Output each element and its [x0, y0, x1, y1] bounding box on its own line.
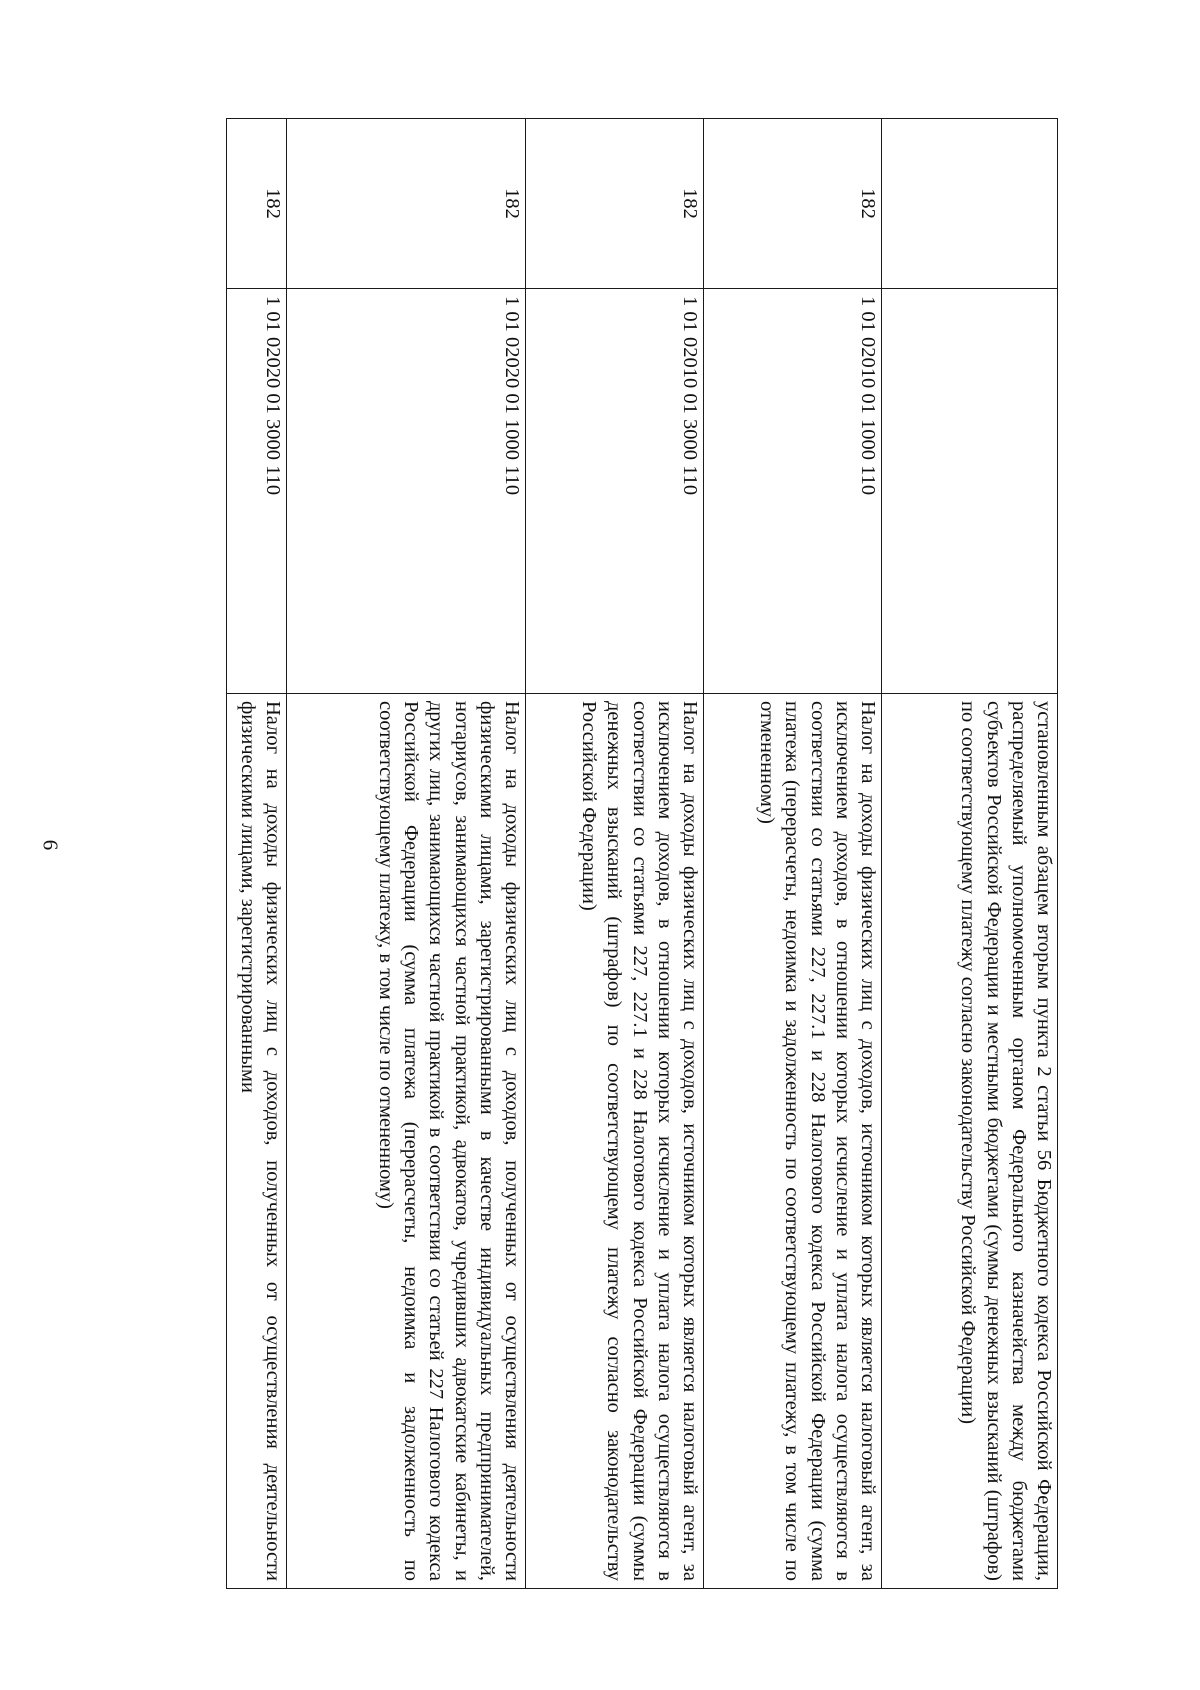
- income-name-cell: Налог на доходы физических лиц с доходов, полученных от осуществления деятельности физическими лицами, зарегистрированными в качестве индивидуальных предпринимателей, нотариусов, занимающихся частной практикой, адвокатов, учредивших адвокатские кабинеты, и других лиц, занимающихся частной практикой в соответствии со статьей 227 Налогового кодекса Российской Федерации (сумма платежа (перерасчеты, недоимка и задолженность по соответствующему платежу, в том числе по отмененному): [287, 694, 526, 1589]
- table-row: [287, 119, 526, 1589]
- admin-code-cell: 182: [287, 119, 526, 289]
- income-name-cell: установленным абзацем вторым пункта 2 статьи 56 Бюджетного кодекса Российской Федерации, распределяемый уполномоченным органом Федерального казначейства между бюджетами субъектов Российской Федерации и местными бюджетами (суммы денежных взысканий (штрафов) по соответствующему платежу согласно законодательству Российской Федерации): [882, 694, 1058, 1589]
- admin-code-cell: 182: [227, 119, 287, 289]
- admin-code-cell: [882, 119, 1058, 289]
- table-row: [704, 119, 882, 1589]
- income-name-cell: Налог на доходы физических лиц с доходов, источником которых является налоговый агент, за исключением доходов, в отношении которых исчисление и уплата налога осуществляются в соответствии со статьями 227, 227.1 и 228 Налогового кодекса Российской Федерации (сумма платежа (перерасчеты, недоимка и задолженность по соответствующему платежу, в том числе по отмененному): [704, 694, 882, 1589]
- kbk-code-cell: 1 01 02010 01 1000 110: [704, 289, 882, 694]
- table-row: [882, 119, 1058, 1589]
- rotated-table-container: [140, 118, 1058, 1588]
- kbk-code-cell: 1 01 02010 01 3000 110: [526, 289, 704, 694]
- income-name-cell: Налог на доходы физических лиц с доходов, полученных от осуществления деятельности физическими лицами, зарегистрированными: [227, 694, 287, 1589]
- budget-classification-table: [226, 118, 1058, 1589]
- table-row: [526, 119, 704, 1589]
- admin-code-cell: 182: [704, 119, 882, 289]
- admin-code-cell: 182: [526, 119, 704, 289]
- page-number: 6: [38, 839, 63, 851]
- income-name-cell: Налог на доходы физических лиц с доходов, источником которых является налоговый агент, за исключением доходов, в отношении которых исчисление и уплата налога осуществляются в соответствии со статьями 227, 227.1 и 228 Налогового кодекса Российской Федерации (суммы денежных взысканий (штрафов) по соответствующему платежу согласно законодательству Российской Федерации): [526, 694, 704, 1589]
- kbk-code-cell: 1 01 02020 01 1000 110: [287, 289, 526, 694]
- kbk-code-cell: [882, 289, 1058, 694]
- kbk-code-cell: 1 01 02020 01 3000 110: [227, 289, 287, 694]
- table-row: [227, 119, 287, 1589]
